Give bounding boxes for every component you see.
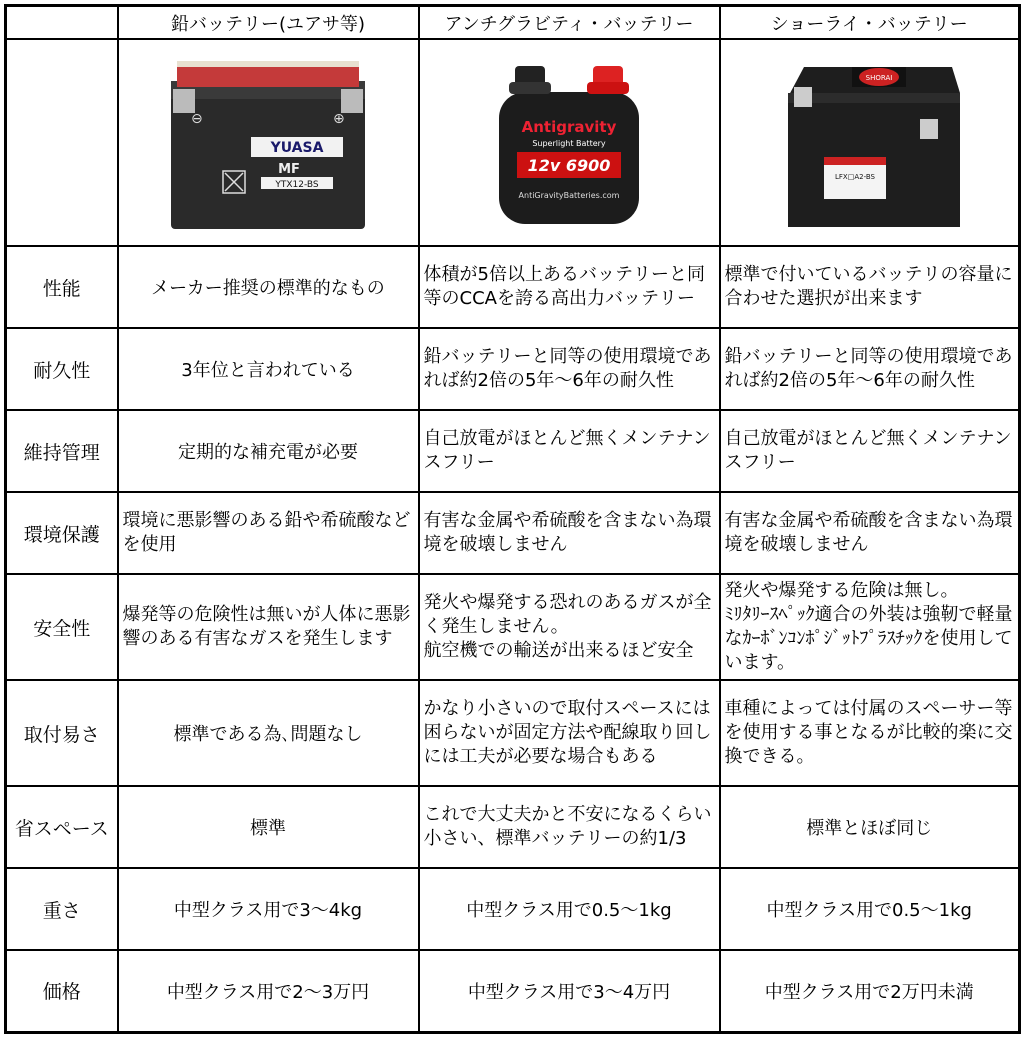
antigravity-spec-text: 12v 6900 — [527, 155, 611, 175]
table-cell: 発火や爆発する危険は無し。 ﾐﾘﾀﾘｰｽﾍﾟｯｸ適合の外装は強靭で軽量なｶｰﾎﾞﾝｺﾝﾎﾟｼﾞｯﾄﾌﾟﾗｽﾁｯｸを使用しています。 — [720, 574, 1020, 680]
table-row-weight — [6, 868, 1020, 950]
table-row-durability — [6, 328, 1020, 410]
battery-comparison-table — [4, 4, 1021, 1034]
header-shorai-battery: ショーライ・バッテリー — [720, 6, 1020, 40]
yuasa-battery-illustration — [163, 53, 373, 233]
table-cell: かなり小さいので取付スペースには困らないが固定方法や配線取り回しには工夫が必要な場合もある — [419, 680, 720, 786]
antigravity-battery-image — [419, 39, 720, 246]
row-label: 性能 — [6, 246, 118, 328]
yuasa-model-text: YTX12-BS — [275, 179, 319, 190]
table-cell: メーカー推奨の標準的なもの — [118, 246, 419, 328]
table-cell: 中型クラス用で2万円未満 — [720, 950, 1020, 1032]
table-row-price — [6, 950, 1020, 1032]
header-lead-battery: 鉛バッテリー(ユアサ等) — [118, 6, 419, 40]
header-row — [6, 6, 1020, 40]
table-row-space-saving — [6, 786, 1020, 868]
table-cell: 中型クラス用で3〜4万円 — [419, 950, 720, 1032]
shorai-battery-illustration — [774, 53, 964, 233]
row-label: 安全性 — [6, 574, 118, 680]
table-cell: 自己放電がほとんど無くメンテナンスフリー — [720, 410, 1020, 492]
antigravity-battery-illustration — [489, 58, 649, 228]
table-cell: 標準で付いているバッテリの容量に合わせた選択が出来ます — [720, 246, 1020, 328]
shorai-battery-image — [720, 39, 1020, 246]
row-label: 環境保護 — [6, 492, 118, 574]
shorai-model-text: LFX□A2-BS — [835, 172, 876, 181]
table-row-environment — [6, 492, 1020, 574]
table-row-maintenance — [6, 410, 1020, 492]
yuasa-battery-image — [118, 39, 419, 246]
yuasa-brand-text: YUASA — [270, 139, 324, 156]
row-label: 省スペース — [6, 786, 118, 868]
table-cell: 標準 — [118, 786, 419, 868]
table-cell: 標準である為､問題なし — [118, 680, 419, 786]
table-cell: 車種によっては付属のスペーサー等を使用する事となるが比較的楽に交換できる。 — [720, 680, 1020, 786]
table-cell: 鉛バッテリーと同等の使用環境であれば約2倍の5年〜6年の耐久性 — [419, 328, 720, 410]
header-antigravity-battery: アンチグラビティ・バッテリー — [419, 6, 720, 40]
image-row-label — [6, 39, 118, 246]
table-cell: 中型クラス用で2〜3万円 — [118, 950, 419, 1032]
table-cell: 自己放電がほとんど無くメンテナンスフリー — [419, 410, 720, 492]
row-label: 重さ — [6, 868, 118, 950]
table-cell: 有害な金属や希硫酸を含まない為環境を破壊しません — [419, 492, 720, 574]
table-cell: 鉛バッテリーと同等の使用環境であれば約2倍の5年〜6年の耐久性 — [720, 328, 1020, 410]
yuasa-mf-text: MF — [278, 161, 300, 177]
table-row-installation — [6, 680, 1020, 786]
row-label: 耐久性 — [6, 328, 118, 410]
table-cell: これで大丈夫かと不安になるくらい小さい、標準バッテリーの約1/3 — [419, 786, 720, 868]
row-label: 取付易さ — [6, 680, 118, 786]
header-corner — [6, 6, 118, 40]
svg-text:⊕: ⊕ — [333, 110, 345, 127]
table-cell: 環境に悪影響のある鉛や希硫酸などを使用 — [118, 492, 419, 574]
table-cell: 有害な金属や希硫酸を含まない為環境を破壊しません — [720, 492, 1020, 574]
comparison-table-wrapper — [4, 4, 1021, 1034]
table-cell: 中型クラス用で0.5〜1kg — [419, 868, 720, 950]
table-cell: 爆発等の危険性は無いが人体に悪影響のある有害なガスを発生します — [118, 574, 419, 680]
table-row-performance — [6, 246, 1020, 328]
table-cell: 3年位と言われている — [118, 328, 419, 410]
table-cell: 定期的な補充電が必要 — [118, 410, 419, 492]
row-label: 価格 — [6, 950, 118, 1032]
svg-text:⊖: ⊖ — [191, 110, 203, 127]
table-cell: 中型クラス用で3〜4kg — [118, 868, 419, 950]
image-row — [6, 39, 1020, 246]
row-label: 維持管理 — [6, 410, 118, 492]
table-row-safety — [6, 574, 1020, 680]
shorai-brand-text: SHORAI — [865, 73, 893, 82]
table-cell: 発火や爆発する恐れのあるガスが全く発生しません。 航空機での輸送が出来るほど安全 — [419, 574, 720, 680]
table-cell: 標準とほぼ同じ — [720, 786, 1020, 868]
table-cell: 体積が5倍以上あるバッテリーと同等のCCAを誇る高出力バッテリー — [419, 246, 720, 328]
antigravity-brand-text: Antigravity — [521, 117, 617, 136]
antigravity-url-text: AntiGravityBatteries.com — [518, 190, 620, 200]
antigravity-sub-text: Superlight Battery — [532, 138, 606, 148]
table-cell: 中型クラス用で0.5〜1kg — [720, 868, 1020, 950]
